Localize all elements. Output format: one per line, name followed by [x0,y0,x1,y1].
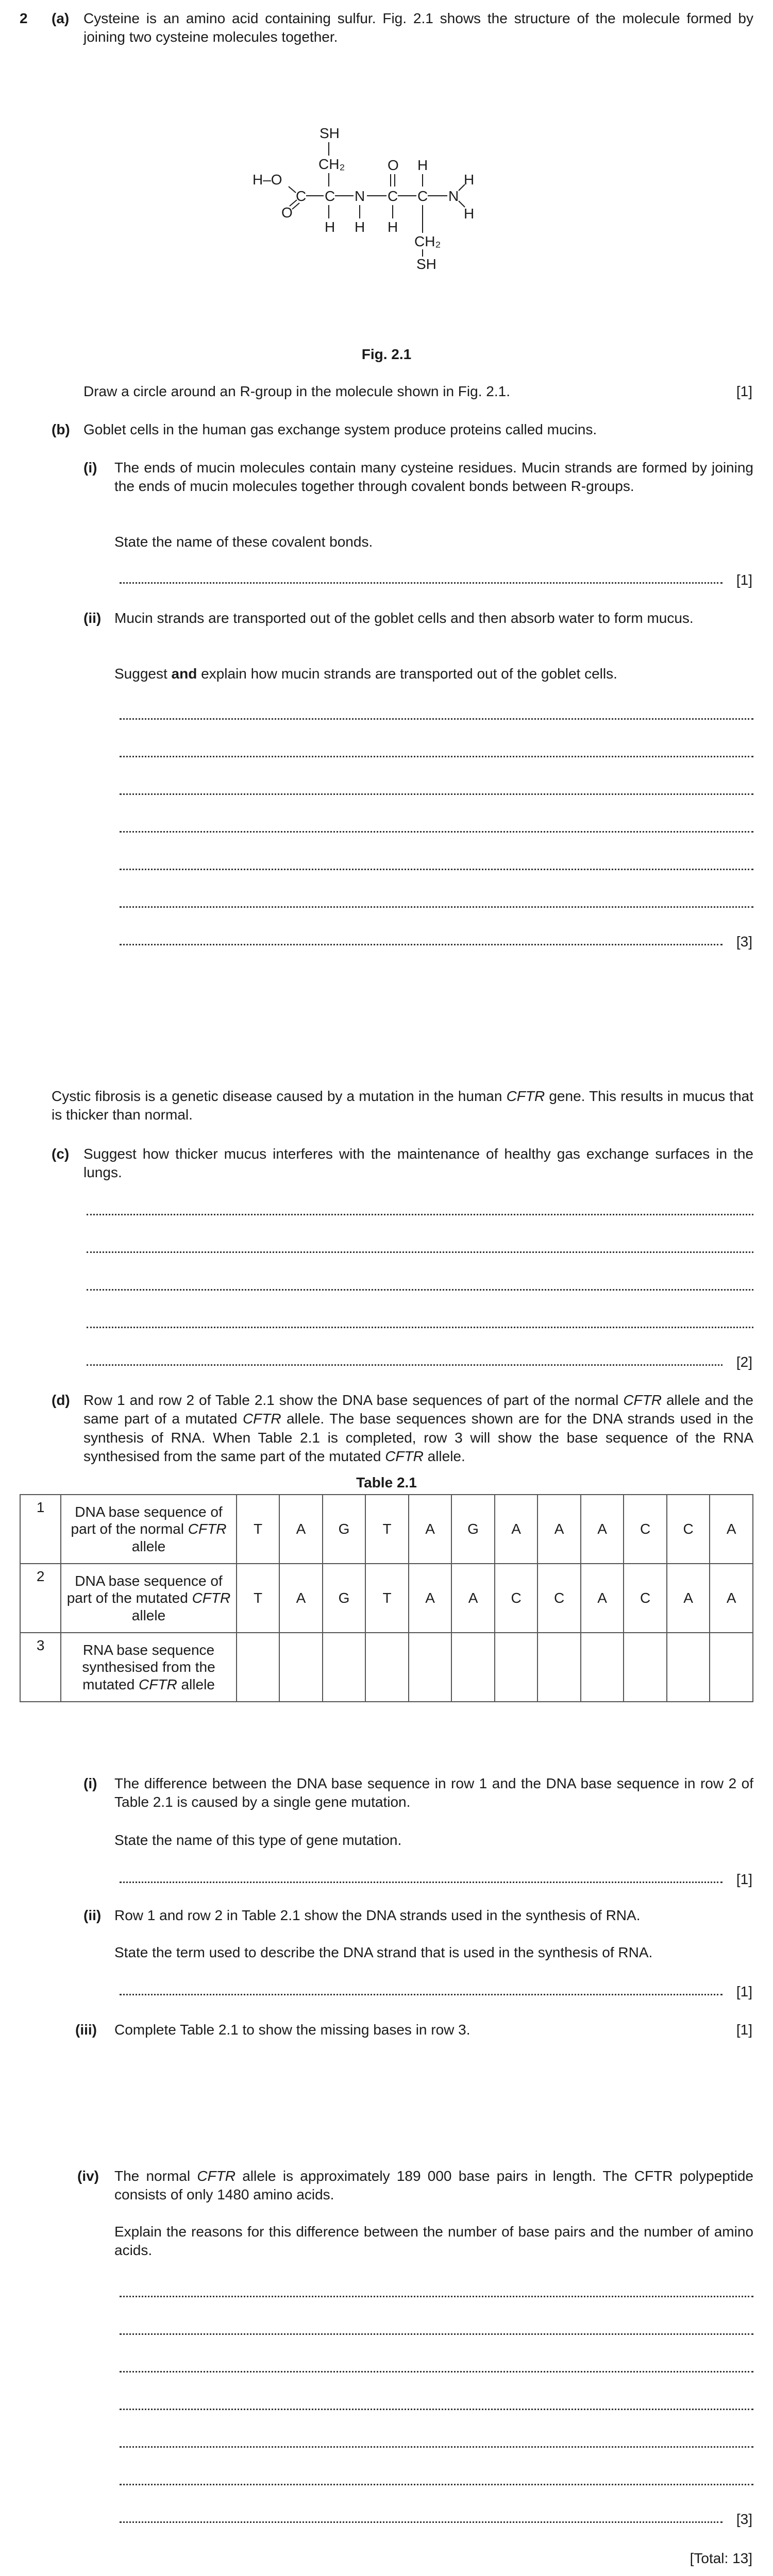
table-row [20,1495,753,1564]
base-cell: T [365,1564,409,1633]
table-row [20,1564,753,1633]
answer-base-cell[interactable] [537,1633,581,1702]
cysteine-dipeptide-structure [253,124,520,273]
part-d-ii-label: (ii) [83,1907,102,1923]
mol-c4: C [417,188,428,204]
base-cell: A [581,1564,624,1633]
answer-line-c-5[interactable] [87,1364,722,1366]
question-number: 2 [20,10,28,26]
answer-line-c-3[interactable] [87,1289,753,1291]
base-cell: C [667,1495,710,1564]
part-c-mark: [2] [736,1354,752,1370]
base-cell: A [710,1564,753,1633]
answer-base-cell[interactable] [323,1633,366,1702]
mol-c3: C [388,188,398,204]
part-b-ii-prompt: Suggest and explain how mucin strands are transported out of the goblet cells. [114,666,617,682]
answer-line-b-ii-3[interactable] [120,793,753,795]
answer-base-cell[interactable] [409,1633,452,1702]
base-cell: A [409,1564,452,1633]
answer-line-b-ii-5[interactable] [120,869,753,870]
mol-sh-bot: SH [416,256,436,272]
row-description: DNA base sequence of part of the normal CFTR allele [61,1495,237,1564]
base-cell: C [495,1564,538,1633]
mol-o-top: O [388,157,399,173]
mol-n2: N [448,188,459,204]
answer-base-cell[interactable] [581,1633,624,1702]
base-cell: G [323,1495,366,1564]
base-cell: C [537,1564,581,1633]
part-d-iii-label: (iii) [75,2022,97,2038]
part-d-i-mark: [1] [736,1871,752,1887]
answer-line-c-4[interactable] [87,1327,753,1328]
mol-o-left: O [281,205,293,221]
mol-h-r2: H [464,206,475,222]
answer-line-d-iv-4[interactable] [120,2409,753,2410]
part-c-label: (c) [52,1146,70,1162]
part-d-iv-prompt: Explain the reasons for this difference between the number of base pairs and the number of amino acids. [114,2224,753,2259]
base-cell: A [451,1564,495,1633]
answer-base-cell[interactable] [495,1633,538,1702]
mol-ch2-top: CH₂ [318,156,345,172]
part-d-i-prompt: State the name of this type of gene mutation. [114,1832,402,1848]
table-row [20,1633,753,1702]
part-b-ii-text: Mucin strands are transported out of the goblet cells and then absorb water to form mucus. [114,610,694,626]
answer-line-d-i[interactable] [120,1882,722,1883]
table-2-1 [20,1494,753,1702]
fig-2-1-caption: Fig. 2.1 [361,346,412,362]
row-number: 3 [20,1633,61,1702]
part-b-i-mark: [1] [736,572,752,588]
total-marks: [Total: 13] [690,2550,752,2566]
answer-line-b-ii-4[interactable] [120,831,753,833]
part-a-label: (a) [52,10,70,26]
row-description: DNA base sequence of part of the mutated CFTR allele [61,1564,237,1633]
part-d-ii-prompt: State the term used to describe the DNA strand that is used in the synthesis of RNA. [114,1944,653,1960]
answer-line-d-iv-3[interactable] [120,2371,753,2372]
base-cell: C [624,1495,667,1564]
answer-line-b-ii-2[interactable] [120,756,753,757]
part-d-i-text: The difference between the DNA base sequence in row 1 and the DNA base sequence in row 2 of Table 2.1 is caused by a single gene mutation. [114,1775,753,1810]
base-cell: A [667,1564,710,1633]
row-description: RNA base sequence synthesised from the mutated CFTR allele [61,1633,237,1702]
answer-line-b-i[interactable] [120,582,722,584]
base-cell: A [581,1495,624,1564]
base-cell: A [409,1495,452,1564]
mol-n1: N [355,188,365,204]
part-d-iii-mark: [1] [736,2022,752,2038]
cf-intro: Cystic fibrosis is a genetic disease caused by a mutation in the human CFTR gene. This results in mucus that is thicker than normal. [52,1088,753,1123]
base-cell: A [495,1495,538,1564]
base-cell: A [279,1564,323,1633]
base-cell: A [710,1495,753,1564]
table-2-1-title: Table 2.1 [356,1475,417,1490]
part-b-i-text: The ends of mucin molecules contain many cysteine residues. Mucin strands are formed by joining the ends of mucin molecules together through covalent bonds between R-groups. [114,460,753,495]
answer-base-cell[interactable] [710,1633,753,1702]
answer-line-b-ii-6[interactable] [120,906,753,908]
answer-line-d-iv-7[interactable] [120,2521,722,2523]
answer-base-cell[interactable] [279,1633,323,1702]
part-d-label: (d) [52,1392,70,1408]
mol-h-r1: H [464,172,475,188]
part-b-intro: Goblet cells in the human gas exchange system produce proteins called mucins. [83,421,597,437]
mol-h-bot1: H [325,219,335,235]
answer-line-d-iv-1[interactable] [120,2296,753,2297]
part-c-text: Suggest how thicker mucus interferes with the maintenance of healthy gas exchange surfaces in the lungs. [83,1146,753,1181]
mol-h-bot2: H [355,219,365,235]
base-cell: T [237,1495,280,1564]
answer-line-b-ii-7[interactable] [120,944,722,945]
part-d-iii-text: Complete Table 2.1 to show the missing bases in row 3. [114,2022,470,2038]
part-b-label: (b) [52,421,70,437]
row-number: 1 [20,1495,61,1564]
part-b-ii-mark: [3] [736,934,752,950]
base-cell: T [237,1564,280,1633]
answer-line-b-ii-1[interactable] [120,718,753,720]
mol-ch2-bot: CH₂ [414,233,441,249]
base-cell: G [323,1564,366,1633]
mol-sh-top: SH [320,125,340,141]
answer-line-c-2[interactable] [87,1251,753,1253]
answer-line-d-iv-6[interactable] [120,2484,753,2485]
mol-c2: C [325,188,335,204]
mol-h-bot3: H [388,219,398,235]
part-b-i-label: (i) [83,460,97,476]
part-a-mark: [1] [736,383,752,399]
answer-line-d-ii[interactable] [120,1994,722,1995]
answer-base-cell[interactable] [624,1633,667,1702]
base-cell: C [624,1564,667,1633]
part-b-i-prompt: State the name of these covalent bonds. [114,534,373,550]
base-cell: T [365,1495,409,1564]
part-d-ii-mark: [1] [736,1984,752,1999]
mol-h-top: H [417,157,428,173]
part-d-iv-mark: [3] [736,2511,752,2527]
part-d-i-label: (i) [83,1775,97,1791]
mol-c1: C [296,188,307,204]
mol-ho: H–O [253,172,282,188]
row-number: 2 [20,1564,61,1633]
answer-line-d-iv-2[interactable] [120,2333,753,2335]
part-d-iv-label: (iv) [77,2168,99,2184]
part-b-ii-label: (ii) [83,610,102,626]
answer-base-cell[interactable] [667,1633,710,1702]
part-d-iv-text: The normal CFTR allele is approximately 189 000 base pairs in length. The CFTR polypeptide consists of only 1480 amino acids. [114,2168,753,2203]
answer-base-cell[interactable] [237,1633,280,1702]
base-cell: A [279,1495,323,1564]
part-a-instruction: Draw a circle around an R-group in the molecule shown in Fig. 2.1. [83,383,510,399]
answer-line-c-1[interactable] [87,1214,753,1215]
base-cell: A [537,1495,581,1564]
answer-line-d-iv-5[interactable] [120,2446,753,2448]
answer-base-cell[interactable] [451,1633,495,1702]
base-cell: G [451,1495,495,1564]
part-a-text: Cysteine is an amino acid containing sulfur. Fig. 2.1 shows the structure of the molecule formed by joining two cysteine molecules together. [83,10,753,45]
answer-base-cell[interactable] [365,1633,409,1702]
part-d-text: Row 1 and row 2 of Table 2.1 show the DNA base sequences of part of the normal CFTR allele and the same part of a mutated CFTR allele. The base sequences shown are for the DNA strands used in the synthesis of RNA. When Table 2.1 is completed, row 3 will show the base sequence of the RNA synthesised from the same part of the mutated CFTR allele. [83,1392,754,1465]
part-d-ii-text: Row 1 and row 2 in Table 2.1 show the DNA strands used in the synthesis of RNA. [114,1907,641,1923]
